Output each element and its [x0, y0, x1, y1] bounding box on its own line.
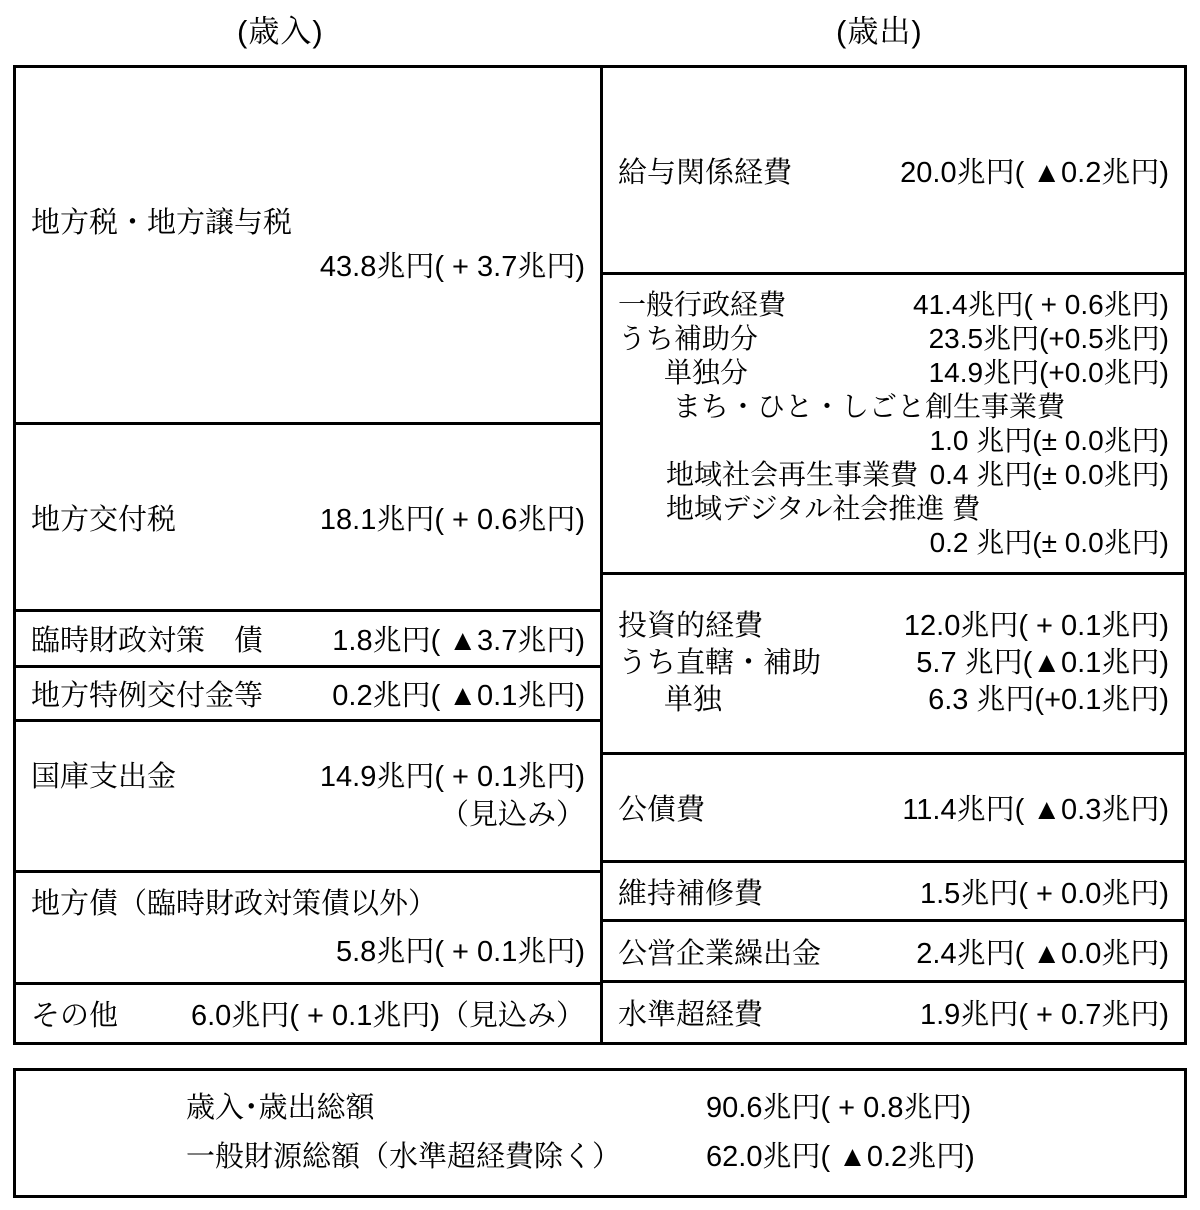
row-label: 地方交付税 — [31, 503, 177, 536]
row-local-bonds — [16, 873, 600, 985]
row-maintenance-repair — [603, 863, 1184, 922]
subrow-value: 0.2 兆円(± 0.0兆円) — [929, 526, 1169, 558]
subrow-value: 14.9兆円(+0.0兆円) — [928, 356, 1169, 388]
summary-general-funds-row — [16, 1133, 1184, 1182]
row-value: 1.8兆円( ▲3.7兆円) — [332, 625, 585, 657]
row-above-standard-expenses — [603, 983, 1184, 1042]
subrow-value: 5.7 兆円(▲0.1兆円) — [916, 647, 1169, 679]
row-value: 41.4兆円( + 0.6兆円) — [913, 288, 1169, 320]
row-label: 地方特例交付金等 — [31, 680, 264, 712]
row-label: 臨時財政対策 債 — [31, 625, 264, 657]
summary-general-funds-label: 一般財源総額（水準超経費除く） — [186, 1141, 622, 1173]
row-local-tax — [16, 68, 600, 425]
row-value: 6.0兆円( + 0.1兆円)（見込み） — [191, 1000, 585, 1032]
row-value: 1.5兆円( + 0.0兆円) — [920, 877, 1169, 910]
row-value: 18.1兆円( + 0.6兆円) — [319, 503, 585, 536]
row-temporary-fiscal-bond — [16, 612, 600, 668]
subrow-label-independent: 単独分 — [664, 356, 749, 388]
row-label: 地方税・地方譲与税 — [31, 207, 293, 239]
revenue-column — [16, 68, 603, 1042]
row-special-local-grant — [16, 668, 600, 722]
expenditure-column — [603, 68, 1184, 1042]
subrow-label-regional-revitalization: 地域社会再生事業費 — [666, 458, 919, 490]
expenditure-column-title: (歳出) — [836, 14, 923, 49]
row-value: 43.8兆円( + 3.7兆円) — [319, 251, 585, 283]
row-public-debt-service — [603, 755, 1184, 863]
row-value: 0.2兆円( ▲0.1兆円) — [332, 680, 585, 712]
summary-general-funds-value: 62.0兆円( ▲0.2兆円) — [706, 1141, 975, 1173]
row-label: 国庫支出金 — [31, 761, 177, 793]
summary-box — [13, 1068, 1187, 1198]
row-label: その他 — [31, 1000, 119, 1032]
row-label: 公営企業繰出金 — [618, 937, 822, 970]
row-other-revenue — [16, 985, 600, 1042]
row-label: 給与関係経費 — [618, 156, 793, 189]
subrow-value: 6.3 兆円(+0.1兆円) — [928, 684, 1169, 716]
row-general-administrative-expenses — [603, 275, 1184, 575]
subrow-value: 0.4 兆円(± 0.0兆円) — [929, 458, 1169, 490]
row-salary-expenses — [603, 68, 1184, 275]
subrow-label-direct-subsidized: うち直轄・補助 — [618, 647, 822, 679]
row-value: 14.9兆円( + 0.1兆円) — [319, 761, 585, 793]
row-label: 投資的経費 — [618, 610, 764, 642]
row-national-treasury-disbursement — [16, 722, 600, 873]
subrow-label-regional-digital: 地域デジタル社会推進 費 — [666, 492, 981, 524]
subrow-label-subsidized: うち補助分 — [618, 322, 759, 354]
subrow-value: 23.5兆円(+0.5兆円) — [928, 322, 1169, 354]
row-value: 11.4兆円( ▲0.3兆円) — [902, 794, 1169, 826]
summary-total-value: 90.6兆円( + 0.8兆円) — [706, 1092, 972, 1124]
subrow-label-independent: 単独 — [664, 684, 723, 716]
row-public-enterprise-transfer — [603, 922, 1184, 983]
summary-total-label: 歳入･歳出総額 — [186, 1092, 375, 1124]
subrow-label-machi-hito-shigoto: まち・ひと・しごと創生事業費 — [673, 390, 1066, 422]
row-label: 水準超経費 — [618, 999, 764, 1031]
row-label: 地方債（臨時財政対策債以外） — [31, 887, 438, 920]
row-label: 一般行政経費 — [618, 288, 787, 320]
subrow-value: 1.0 兆円(± 0.0兆円) — [929, 424, 1169, 456]
row-value: 12.0兆円( + 0.1兆円) — [903, 610, 1169, 642]
budget-table — [13, 65, 1187, 1045]
row-note: （見込み） — [439, 799, 585, 831]
row-value: 20.0兆円( ▲0.2兆円) — [900, 156, 1169, 189]
row-local-allocation-tax — [16, 425, 600, 612]
row-label: 公債費 — [618, 794, 706, 826]
row-value: 5.8兆円( + 0.1兆円) — [336, 935, 585, 968]
row-value: 1.9兆円( + 0.7兆円) — [920, 999, 1169, 1031]
row-investment-expenses — [603, 575, 1184, 755]
summary-total-row — [16, 1084, 1184, 1133]
row-value: 2.4兆円( ▲0.0兆円) — [916, 937, 1169, 970]
row-label: 維持補修費 — [618, 877, 764, 910]
revenue-column-title: (歳入) — [237, 14, 324, 49]
